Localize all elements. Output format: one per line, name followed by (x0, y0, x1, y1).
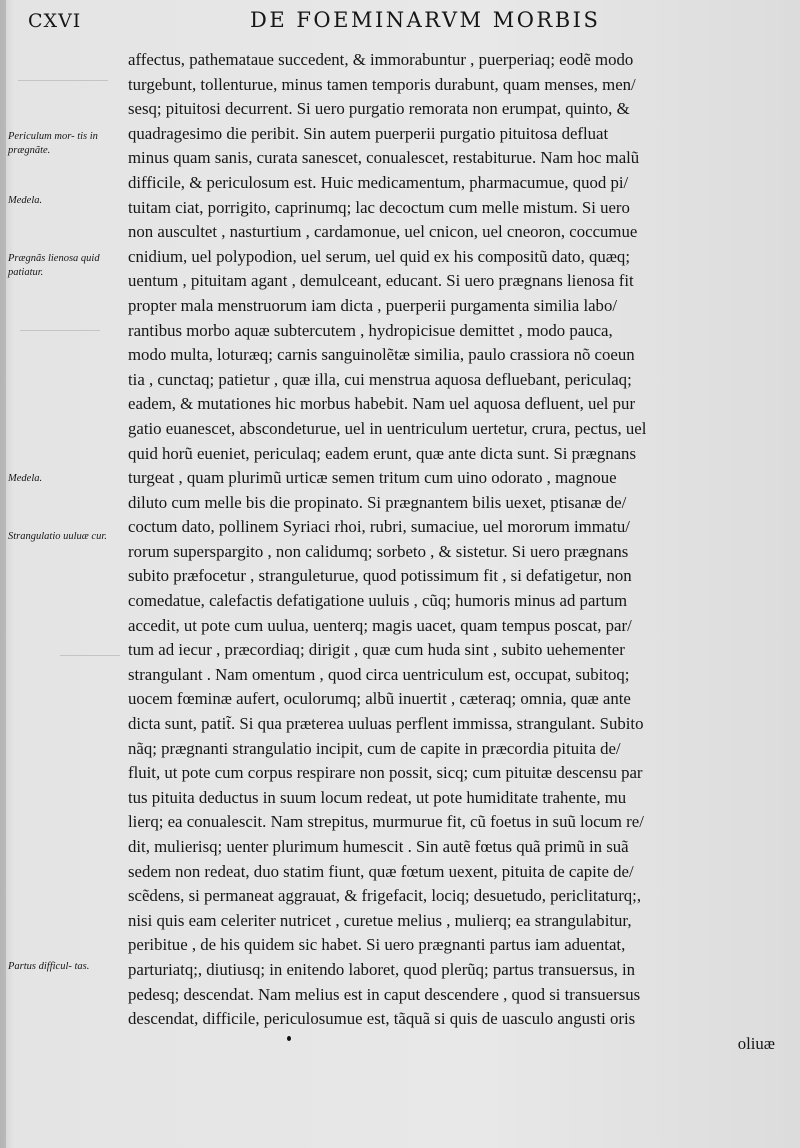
text-line: nãq; prægnanti strangulatio incipit, cum de capite in præcordia pituita de/ (128, 738, 621, 758)
text-line: parturiatq;, diutiusq; in enitendo laboret, quod plerũq; partus transuersus, in (128, 959, 636, 979)
text-line: gatio euanescet, abscondeturue, uel in uentriculum uertetur, crura, pectus, uel (128, 418, 647, 438)
text-line: comedatue, calefactis defatigatione uuluis , cũq; humoris minus ad partum (128, 591, 628, 611)
running-title: DE FOEMINARVM MORBIS (250, 8, 601, 32)
margin-note: Strangulatio uuluæ cur. (8, 531, 107, 542)
text-line: uocem fœminæ aufert, oculorumq; albũ inuertit , cæteraq; omnia, quæ ante (128, 689, 631, 709)
text-line: quadragesimo die peribit. Sin autem puerperii purgatio pituitosa defluat (128, 123, 609, 143)
text-line: modo multa, loturæq; carnis sanguinolẽtæ similia, paulo crassiora nõ coeun (128, 345, 635, 365)
text-line: fluit, ut pote cum corpus respirare non possit, sicq; cum pituitæ descensu par (128, 763, 643, 783)
margin-note: Medela. (8, 195, 43, 206)
text-line: scẽdens, si permaneat aggrauat, & frigefacit, lociq; desuetudo, periclitaturq;, (128, 886, 642, 906)
margin-note: Prægnãs lienosa quid patiatur. (8, 253, 100, 278)
text-line: tia , cunctaq; patietur , quæ illa, cui menstrua aquosa defluebant, periculaq; (128, 369, 632, 389)
text-line: dit, mulierisq; uenter plurimum humescit . Sin autẽ fœtus quã primũ in suã (128, 837, 629, 856)
text-line: quid horũ eueniet, periculaq; eadem erunt, quæ ante dicta sunt. Si prægnans (128, 443, 636, 463)
text-line: peribitue , de his quidem sic habet. Si uero prægnanti partus iam aduentat, (128, 935, 626, 955)
text-line: subito præfocetur , stranguleturue, quod potissimum fit , si defatigetur, non (128, 566, 632, 586)
text-line: tuitam ciat, porrigito, caprinumq; lac decoctum cum melle mistum. Si uero (128, 197, 630, 217)
folio-number: CXVI (28, 10, 82, 32)
text-line: difficile, & periculosum est. Huic medicamentum, pharmacumue, quod pi/ (128, 172, 629, 192)
text-line: descendat, difficile, periculosumue est, tãquã si quis de uasculo angusti oris (128, 1009, 636, 1029)
text-line: turgebunt, tollenturue, minus tamen temporis durabunt, quam menses, men/ (128, 74, 636, 94)
text-line: tus pituita deductus in suum locum redeat, ut pote humiditate trahente, mu (128, 787, 627, 807)
text-line: rorum superspargito , non calidumq; sorbeto , & sistetur. Si uero prægnans (128, 541, 629, 561)
text-line: non auscultet , nasturtium , cardamonue, uel cnicon, uel cneoron, coccumue (128, 222, 638, 242)
text-line: tum ad iecur , præcordiaq; dirigit , quæ cum huda sint , subito uehementer (128, 640, 625, 660)
text-line: uentum , pituitam agant , demulceant, educant. Si uero prægnans lienosa fit (128, 271, 634, 291)
text-line: nisi quis eam celeriter nutricet , curetue melius , mulierq; ea strangulabitur, (128, 910, 632, 930)
text-line: affectus, pathemataue succedent, & immorabuntur , puerperiaq; eodẽ modo (128, 50, 634, 69)
binding-shadow (0, 0, 6, 1148)
text-line: cnidium, uel polypodion, uel serum, uel quid ex his compositũ dato, quæq; (128, 246, 630, 266)
margin-note: Medela. (8, 473, 43, 484)
text-line: propter mala menstruorum iam dicta , puerperii purgamenta similia labo/ (128, 295, 617, 315)
bleed-through (60, 655, 120, 686)
bleed-through (20, 330, 100, 371)
bleed-through (18, 80, 108, 121)
text-line: dicta sunt, patit̃. Si qua præterea uuluas perflent immissa, strangulant. Subito (128, 714, 644, 734)
text-line: eadem, & mutationes hic morbus habebit. Nam uel aquosa defluent, uel pur (128, 394, 636, 414)
margin-note: Partus difficul- tas. (8, 961, 90, 972)
text-line: sedem non redeat, duo statim fiunt, quæ fœtum uexent, pituita de capite de/ (128, 861, 634, 881)
text-line: lierq; ea conualescit. Nam strepitus, murmurue fit, cũ foetus in suũ locum re/ (128, 812, 644, 832)
page-header (0, 4, 800, 38)
text-line: minus quam sanis, curata sanescet, conualescet, restabiturue. Nam hoc malũ (128, 148, 640, 168)
text-line: strangulant . Nam omentum , quod circa uentriculum est, occupat, subitoq; (128, 664, 630, 684)
text-line: coctum dato, pollinem Syriaci rhoi, rubri, sumaciue, uel mororum immatu/ (128, 517, 630, 537)
text-line: accedit, ut pote cum uulua, uenterq; magis uacet, quam tempus poscat, par/ (128, 615, 632, 635)
catchword: oliuæ (737, 1033, 775, 1053)
text-line: rantibus morbo aquæ subtercutem , hydropicisue demittet , modo pauca, (128, 320, 613, 340)
text-line: diluto cum melle bis die propinato. Si prægnantem bilis uexet, ptisanæ de/ (128, 492, 627, 512)
main-text-block (128, 48, 783, 1056)
margin-note: Periculum mor- tis in prægnãte. (8, 131, 98, 156)
ink-speck (287, 1036, 291, 1041)
text-line: turgeat , quam plurimũ urticæ semen tritum cum uino odorato , magnoue (128, 468, 617, 488)
text-line: pedesq; descendat. Nam melius est in caput descendere , quod si transuersus (128, 984, 641, 1004)
text-line: sesq; pituitosi decurrent. Si uero purgatio remorata non erumpat, quinto, & (128, 99, 630, 119)
